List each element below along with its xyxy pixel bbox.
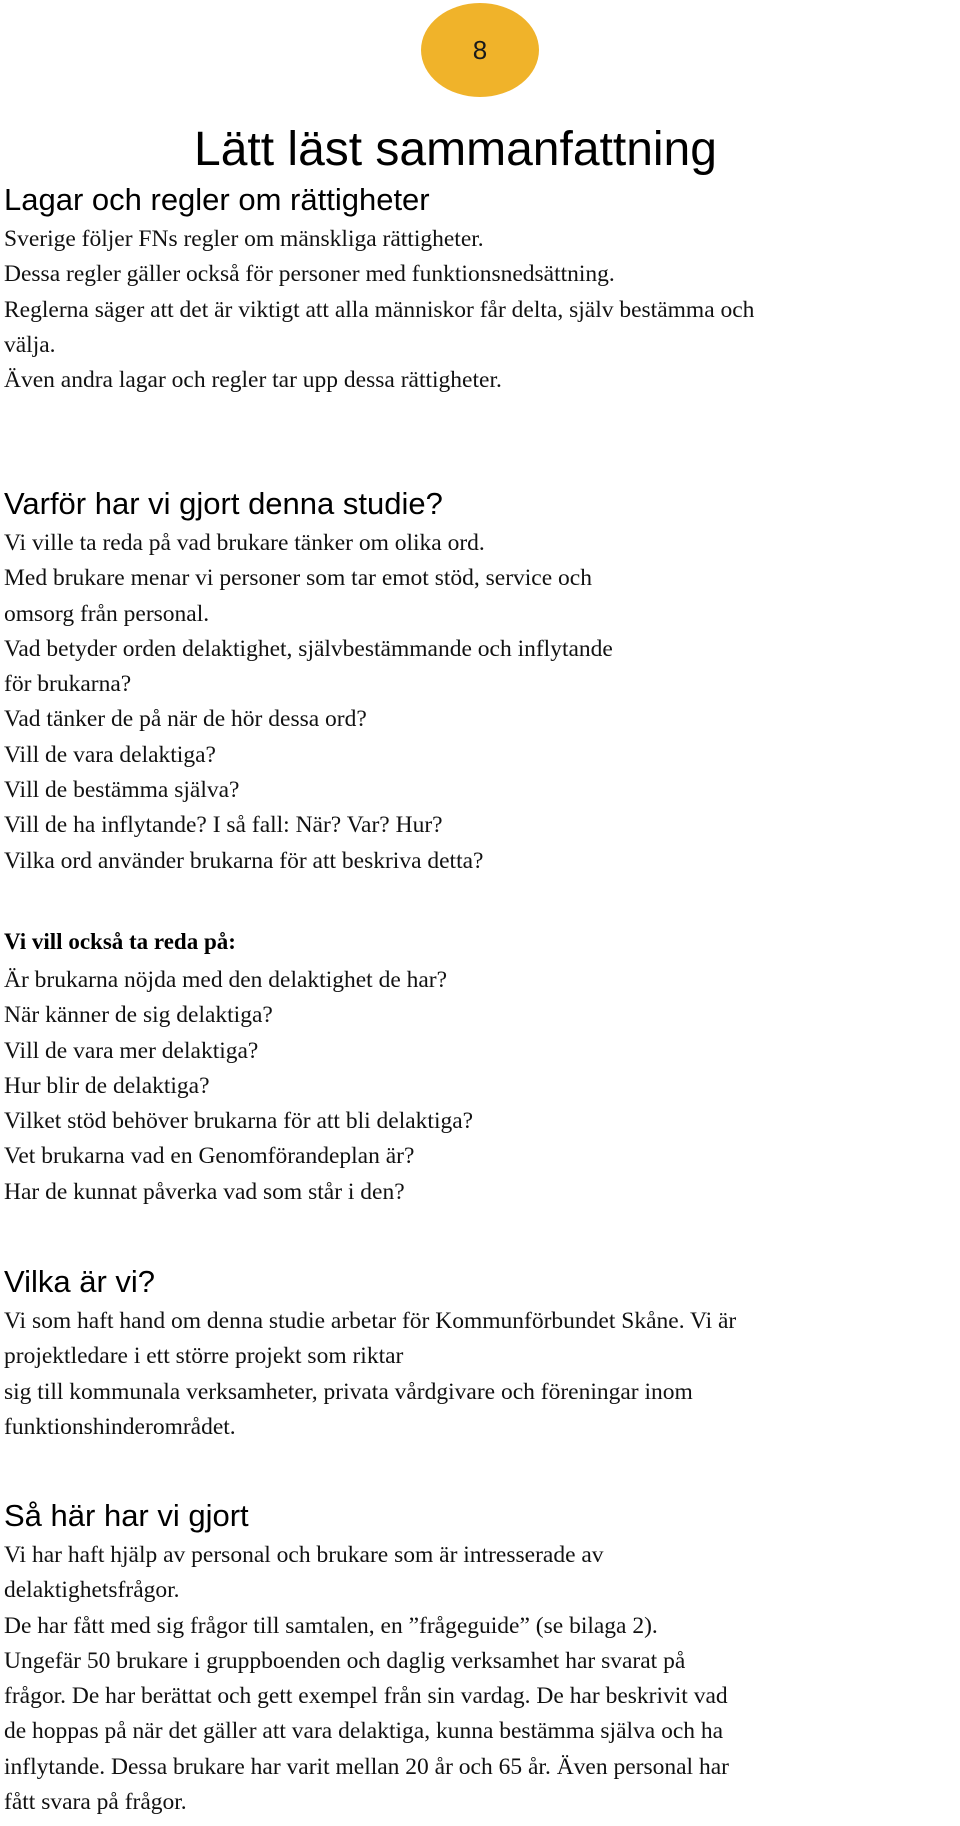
text-line: Dessa regler gäller också för personer med funktionsnedsättning. [4,261,615,288]
section-body [4,1304,954,1445]
section-heading: Så här har vi gjort [4,1498,249,1533]
text-line: de hoppas på när det gäller att vara delaktiga, kunna bestämma själva och ha [4,1718,724,1745]
text-line: sig till kommunala verksamheter, privata vårdgivare och föreningar inom [4,1378,693,1405]
text-line: för brukarna? [4,671,132,698]
page-number-badge [421,3,539,97]
text-line: Vill de ha inflytande? I så fall: När? Var? Hur? [4,812,443,839]
section-why-study [4,482,954,879]
page-number: 8 [472,34,488,65]
text-line: Vill de vara delaktiga? [4,741,216,768]
text-line: omsorg från personal. [4,600,210,627]
text-line: funktionshinderområdet. [4,1413,236,1440]
section-heading: Lagar och regler om rättigheter [4,182,430,217]
text-line: De har fått med sig frågor till samtalen, en ”frågeguide” (se bilaga 2). [4,1612,658,1639]
text-line: Vill de vara mer delaktiga? [4,1037,259,1064]
text-line: Vilka ord använder brukarna för att beskriva detta? [4,847,484,874]
text-line: Är brukarna nöjda med den delaktighet de har? [4,967,448,993]
text-line: Ungefär 50 brukare i gruppboenden och daglig verksamhet har svarat på [4,1647,686,1674]
section-also-find-out [4,925,954,1210]
text-line: Vilket stöd behöver brukarna för att bli delaktiga? [4,1108,474,1135]
section-body [4,1538,954,1820]
section-heading: Varför har vi gjort denna studie? [4,486,443,521]
text-line: projektledare i ett större projekt som riktar [4,1343,404,1370]
text-line: Sverige följer FNs regler om mänskliga rättigheter. [4,226,484,252]
text-line: Även andra lagar och regler tar upp dessa rättigheter. [4,367,502,394]
text-line: Har de kunnat påverka vad som står i den? [4,1178,405,1205]
text-line: fått svara på frågor. [4,1789,187,1816]
text-line: Hur blir de delaktiga? [4,1072,210,1099]
text-line: Vi ville ta reda på vad brukare tänker om olika ord. [4,530,485,556]
text-line: Vill de bestämma själva? [4,777,240,804]
section-how-we-did-it [4,1494,954,1820]
section-body [4,963,954,1210]
text-line: Vi har haft hjälp av personal och brukare som är intresserade av [4,1542,604,1568]
text-line: välja. [4,331,56,358]
text-line: delaktighetsfrågor. [4,1577,180,1604]
text-line: Vet brukarna vad en Genomförandeplan är? [4,1143,415,1170]
section-heading: Vilka är vi? [4,1264,156,1299]
section-body [4,526,954,879]
text-line: Vi som haft hand om denna studie arbetar för Kommunförbundet Skåne. Vi är [4,1308,737,1334]
text-line: När känner de sig delaktiga? [4,1002,273,1029]
page-title: Lätt läst sammanfattning [194,123,717,176]
text-line: inflytande. Dessa brukare har varit mellan 20 år och 65 år. Även personal har [4,1753,729,1780]
section-body [4,222,954,398]
text-line: frågor. De har berättat och gett exempel från sin vardag. De har beskrivit vad [4,1683,728,1710]
section-who-are-we [4,1260,954,1445]
text-line: Med brukare menar vi personer som tar emot stöd, service och [4,565,592,592]
section-laws [4,178,954,398]
text-line: Vad betyder orden delaktighet, självbestämmande och inflytande [4,635,613,662]
text-line: Reglerna säger att det är viktigt att alla människor får delta, själv bestämma och [4,296,755,323]
section-heading: Vi vill också ta reda på: [4,929,236,954]
text-line: Vad tänker de på när de hör dessa ord? [4,706,367,733]
